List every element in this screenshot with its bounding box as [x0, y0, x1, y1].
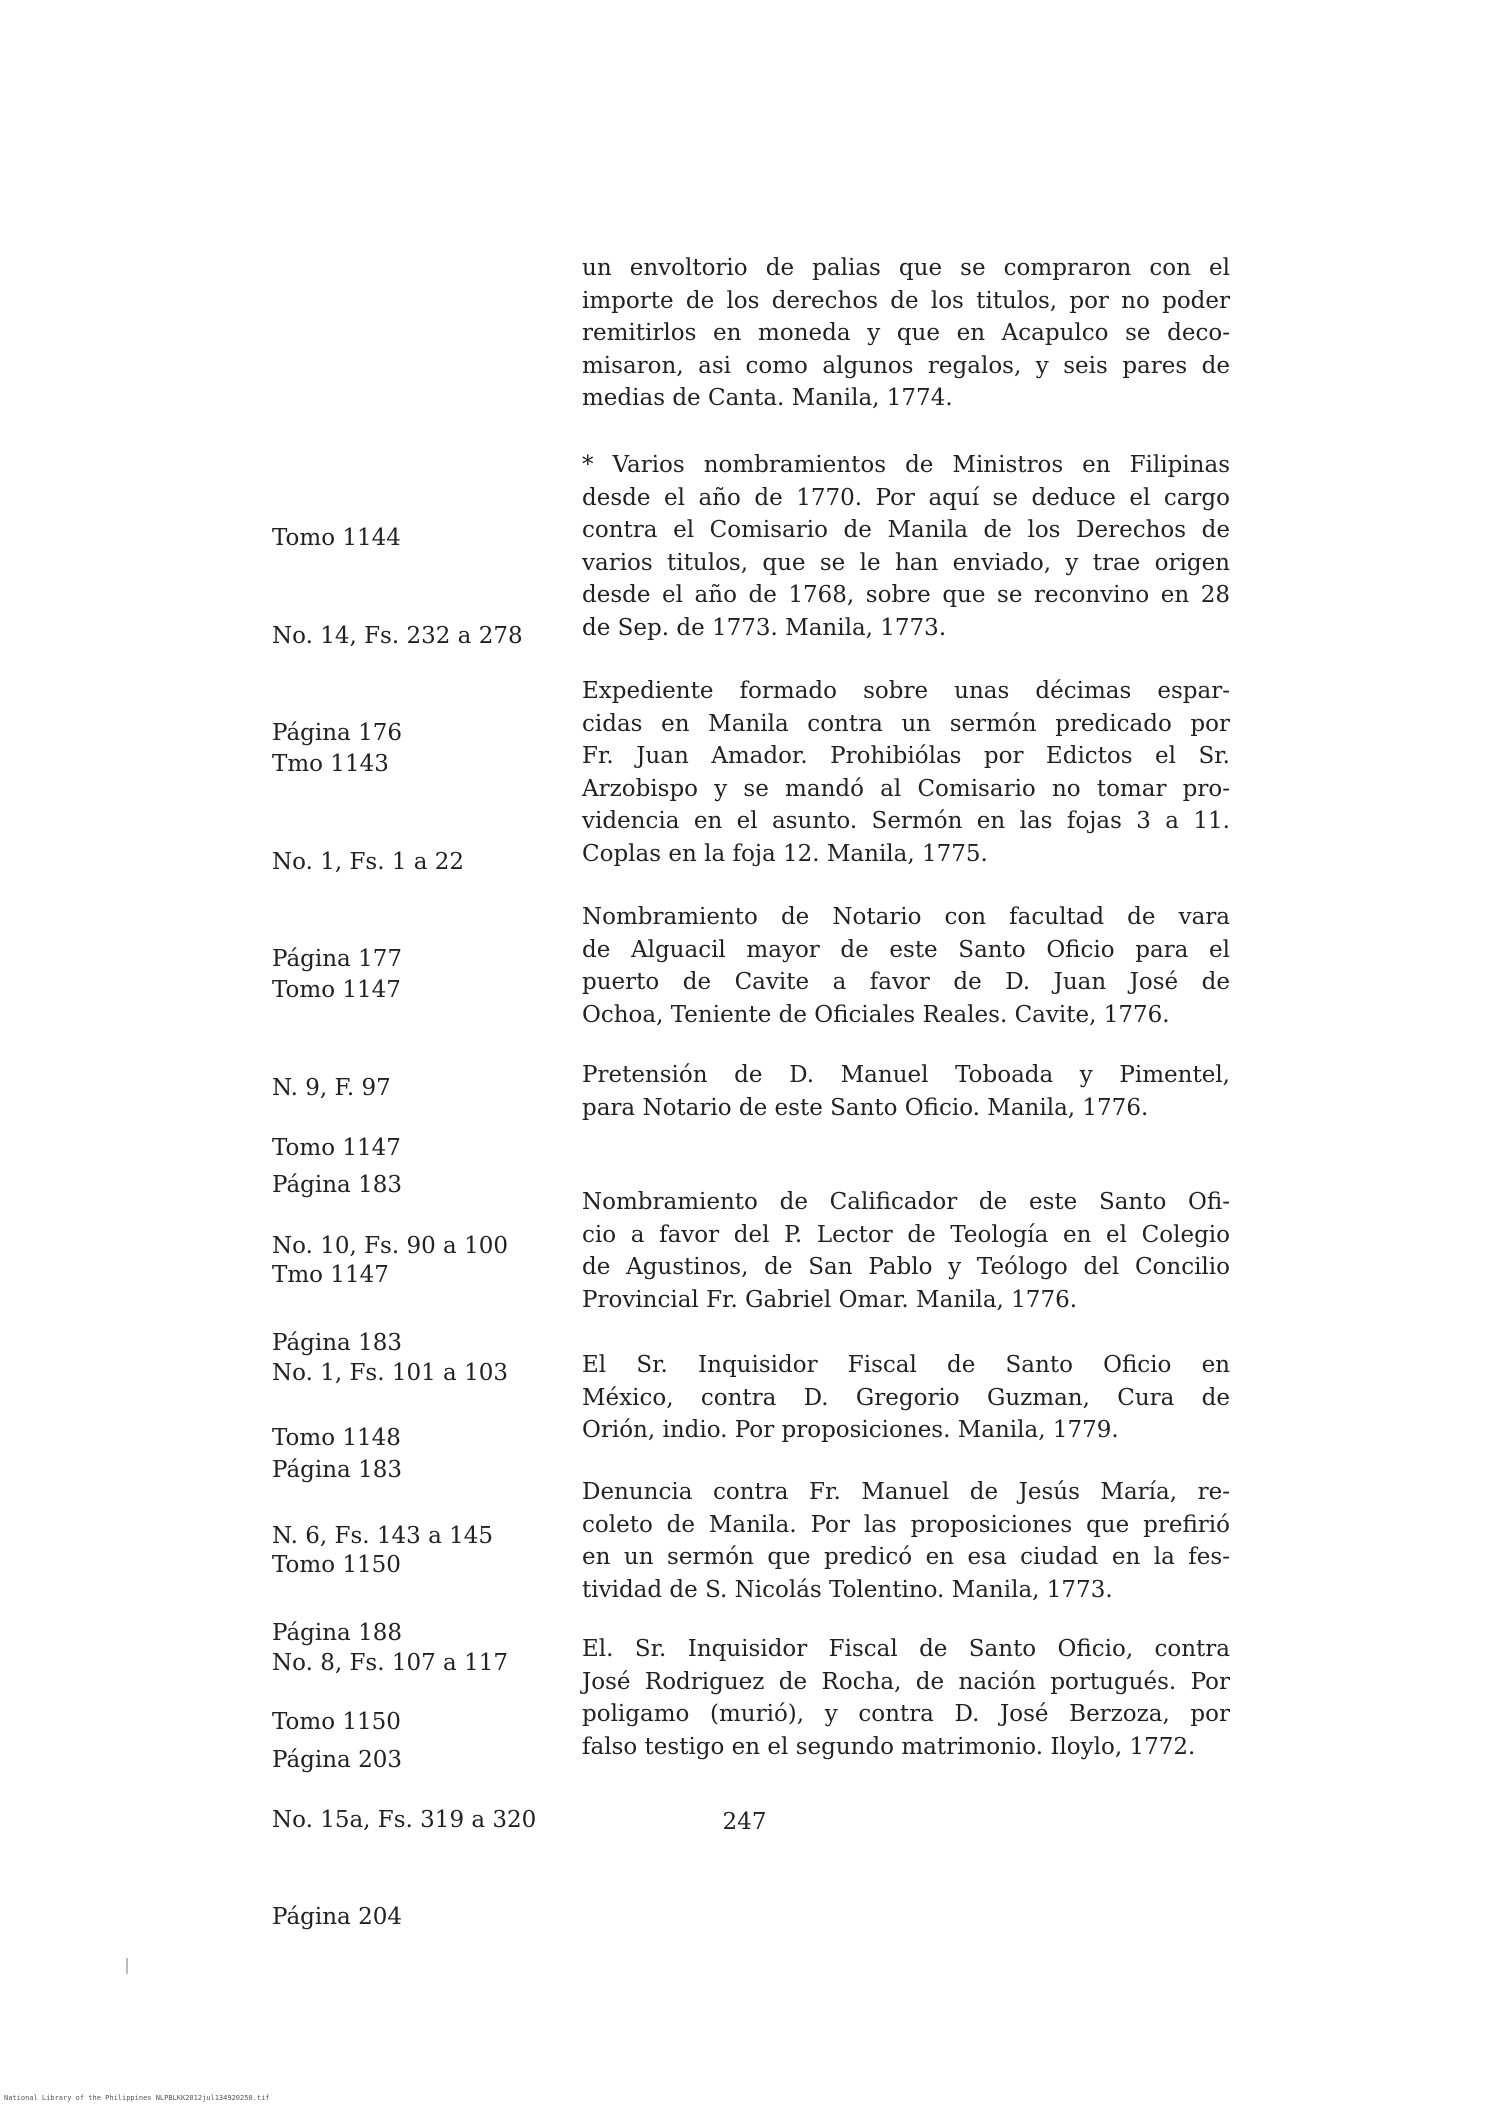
entry-description: Expediente formado sobre unas décimas espar- cidas en Manila contra un sermón predicado por Fr. Juan Amador. Prohibiólas por Edictos el Sr. Arzobispo y se mandó al Comisario no tomar pro- videncia en el asunto. Sermón en las fojas 3 a 11. Coplas en la foja 12. Manila, 1775. — [582, 678, 1230, 867]
entry-description: Nombramiento de Notario con facultad de vara de Alguacil mayor de este Santo Oficio para el puerto de Cavite a favor de D. Juan José de Ochoa, Teniente de Oficiales Reales. Cavite, 1776. — [582, 904, 1230, 1028]
archive-reference: Tmo 1143 No. 1, Fs. 1 a 22 Página 177 — [272, 751, 465, 972]
entry-description: * Varios nombramientos de Ministros en Filipinas desde el año de 1770. Por aquí se deduce el cargo contra el Comisario de Manila de los Derechos de varios titulos, que se le han enviado, y trae origen desde el año de 1768, sobre que se reconvino en 28 de Sep. de 1773. Manila, 1773. — [582, 452, 1230, 641]
archive-reference: Tomo 1144 No. 14, Fs. 232 a 278 Página 176 — [272, 525, 523, 746]
page-number: 247 — [722, 1809, 767, 1835]
entry-description: El. Sr. Inquisidor Fiscal de Santo Oficio, contra José Rodriguez de Rocha, de nación portugués. Por poligamo (murió), y contra D. José Berzoza, por falso testigo en el segundo matrimonio. Iloylo, 1772. — [582, 1636, 1230, 1760]
entry-description: El Sr. Inquisidor Fiscal de Santo Oficio en México, contra D. Gregorio Guzman, Cura de Orión, indio. Por proposiciones. Manila, 1779. — [582, 1352, 1230, 1443]
archive-reference: Tomo 1148 N. 6, Fs. 143 a 145 Página 188 — [272, 1425, 494, 1646]
archive-reference: Tomo 1147 No. 10, Fs. 90 a 100 Página 183 — [272, 1135, 508, 1356]
archive-reference: Tomo 1147 N. 9, F. 97 Página 183 — [272, 977, 402, 1198]
archive-reference: Tomo 1150 No. 8, Fs. 107 a 117 Página 203 — [272, 1552, 508, 1773]
intro-text: un envoltorio de palias que se compraron con el importe de los derechos de los titulos, por no poder remitirlos en moneda y que en Acapulco se deco- misaron, asi como algunos regalos, y seis pares de medias de Canta. Manila, 1774. — [582, 255, 1230, 411]
scan-footer: National Library of the Philippines NLPBLKK2012jul134920250.tif — [4, 2094, 270, 2102]
entry-description: Pretensión de D. Manuel Toboada y Pimentel, para Notario de este Santo Oficio. Manila, 1776. — [582, 1062, 1230, 1121]
archive-reference: Tomo 1150 No. 15a, Fs. 319 a 320 Página 204 — [272, 1709, 537, 1930]
entry-description: Denuncia contra Fr. Manuel de Jesús María, re- coleto de Manila. Por las proposiciones que prefirió en un sermón que predicó en esa ciudad en la fes- tividad de S. Nicolás Tolentino. Manila, 1773. — [582, 1479, 1230, 1603]
entry-description: Nombramiento de Calificador de este Santo Ofi- cio a favor del P. Lector de Teología en el Colegio de Agustinos, de San Pablo y Teólogo del Concilio Provincial Fr. Gabriel Omar. Manila, 1776. — [582, 1189, 1230, 1313]
scan-artifact — [126, 1958, 128, 1974]
archive-reference: Tmo 1147 No. 1, Fs. 101 a 103 Página 183 — [272, 1262, 508, 1483]
